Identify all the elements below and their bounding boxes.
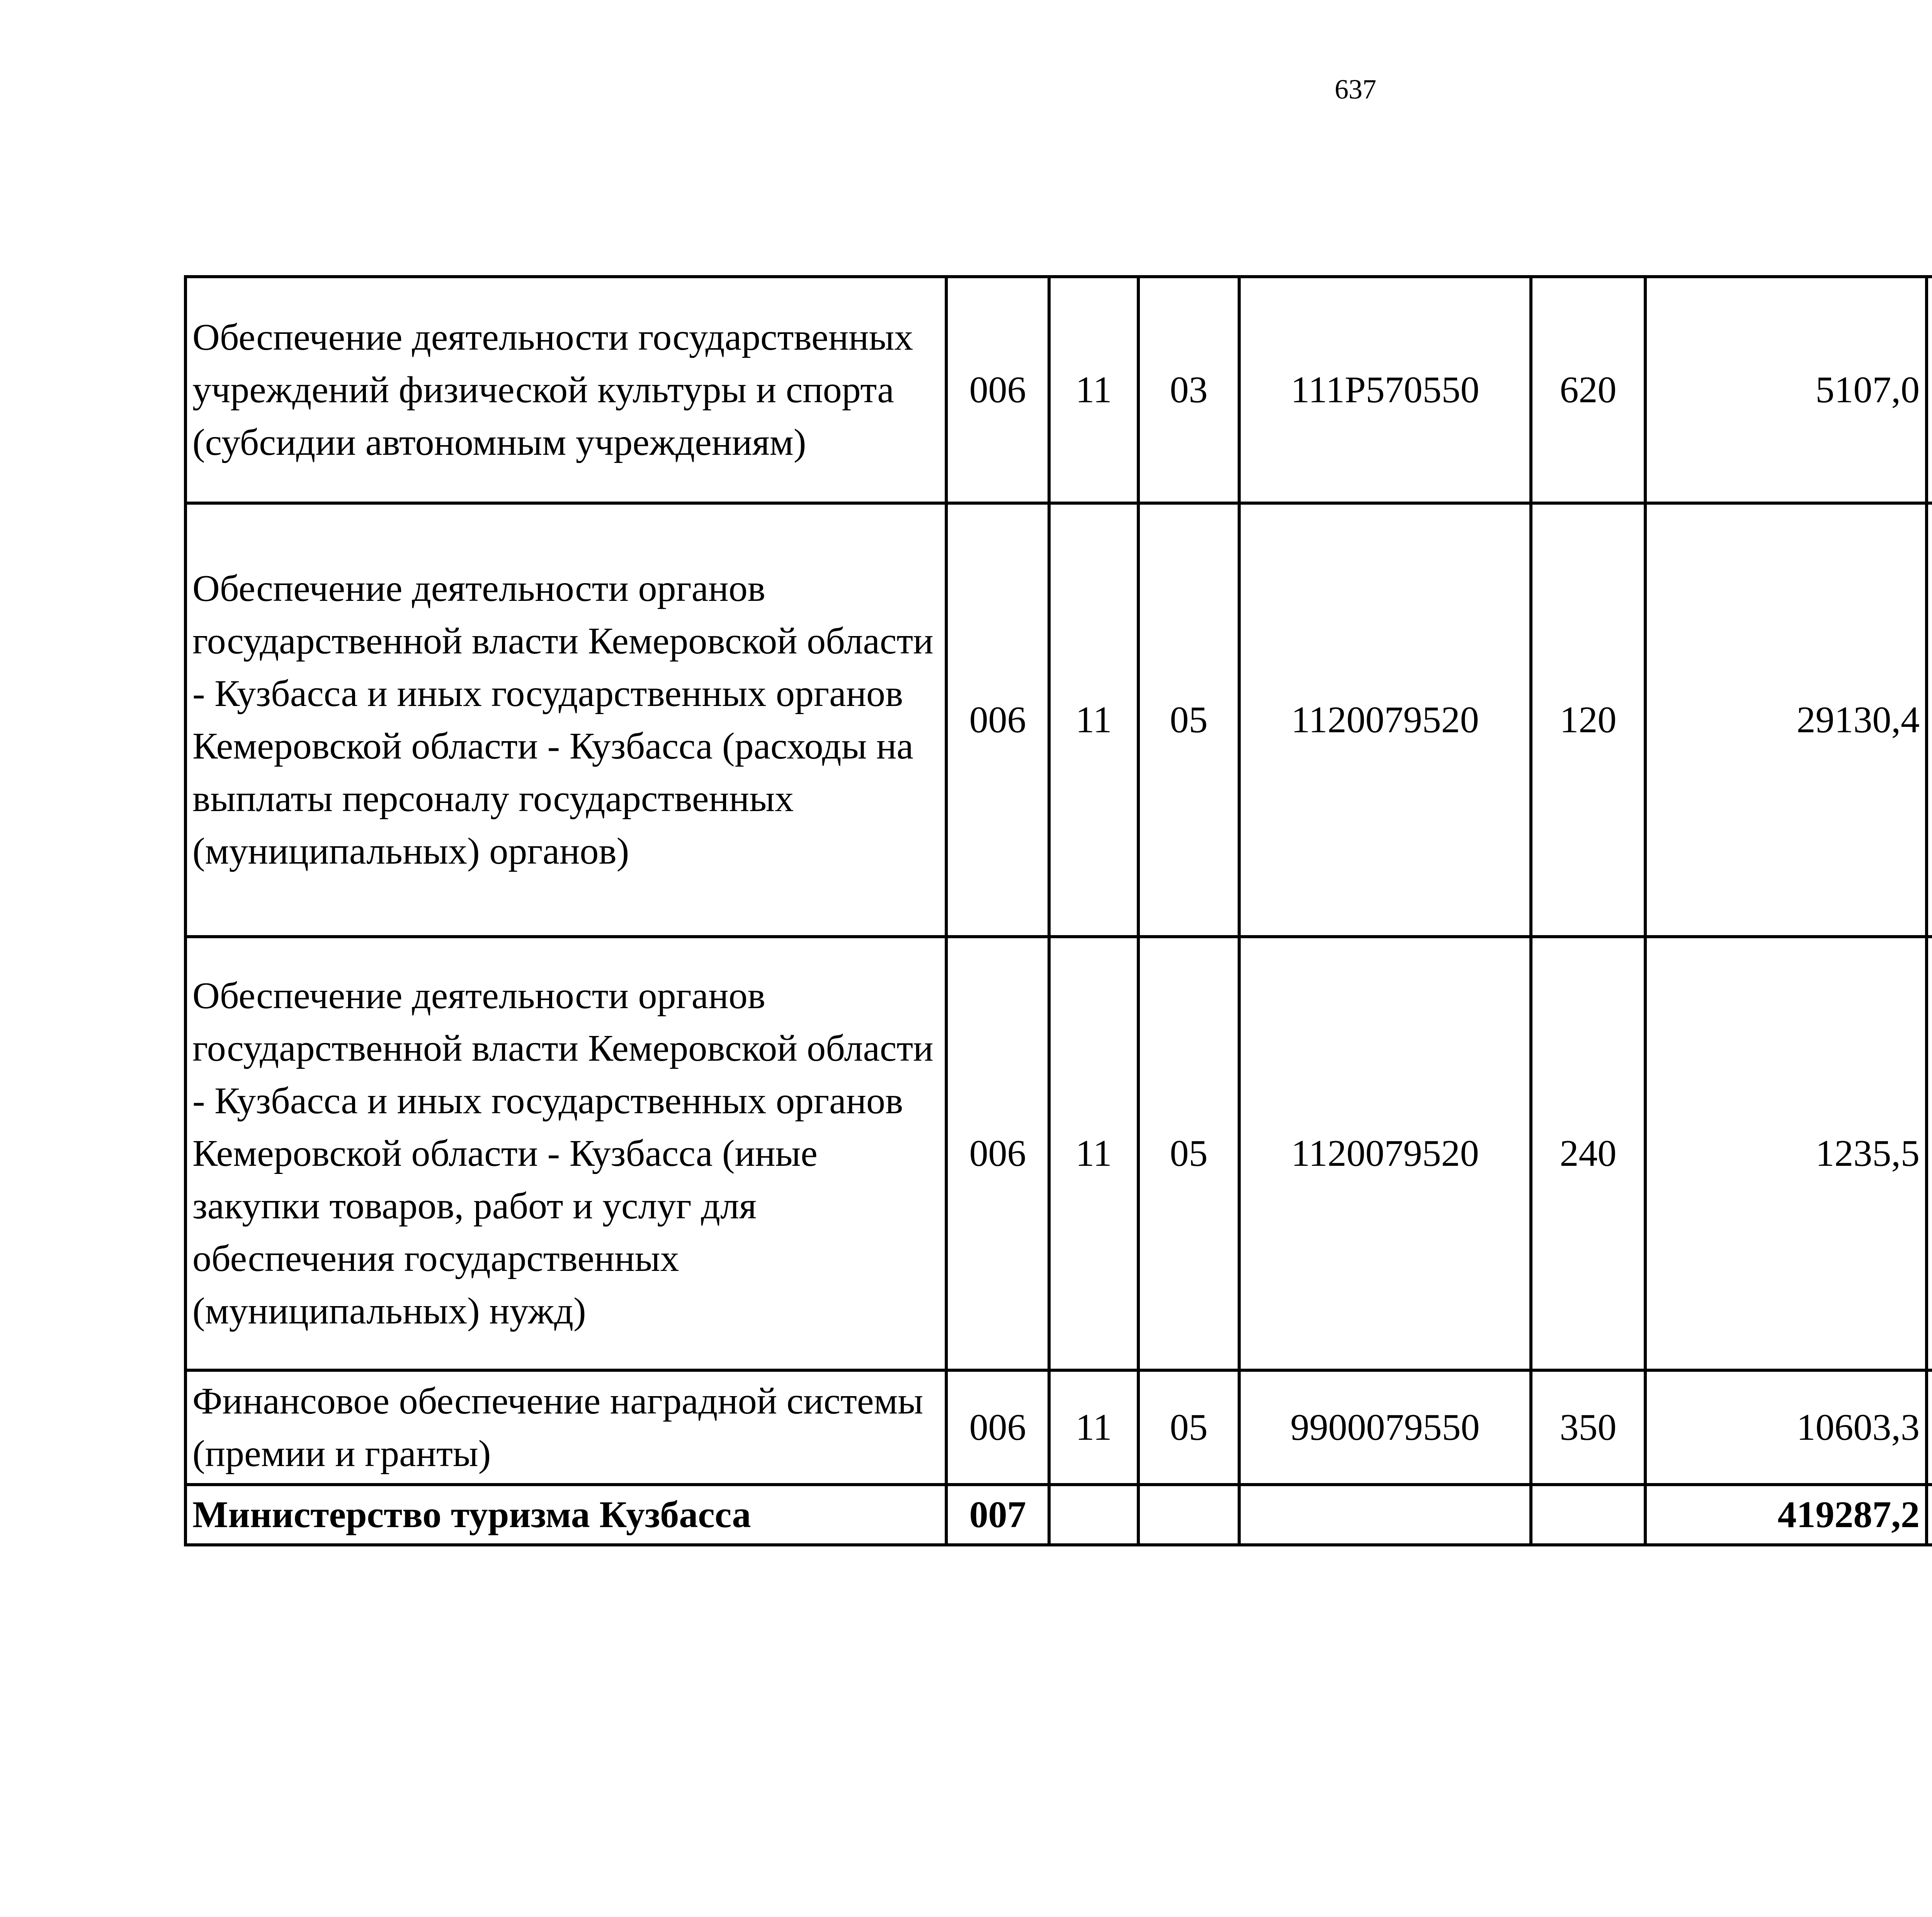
- subsection-code: 05: [1138, 503, 1239, 937]
- amount-2: [1927, 1370, 1932, 1485]
- total-row: [185, 1485, 1932, 1545]
- section-code: 11: [1049, 1370, 1138, 1485]
- expense-type-code: 350: [1531, 1370, 1645, 1485]
- target-article-code: 111Р570550: [1239, 277, 1531, 503]
- table-row: [185, 503, 1932, 937]
- row-description: Финансовое обеспечение наградной системы (премии и гранты): [185, 1370, 946, 1485]
- ministry-code: 006: [946, 937, 1049, 1370]
- total-expense-type-code: [1531, 1485, 1645, 1545]
- total-section-code: [1049, 1485, 1138, 1545]
- target-article-code: 1120079520: [1239, 937, 1531, 1370]
- subsection-code: 05: [1138, 937, 1239, 1370]
- table-row: [185, 937, 1932, 1370]
- amount-1: 1235,5: [1645, 937, 1927, 1370]
- total-amount-2: [1927, 1485, 1932, 1545]
- target-article-code: 1120079520: [1239, 503, 1531, 937]
- table-row: [185, 1370, 1932, 1485]
- target-article-code: 9900079550: [1239, 1370, 1531, 1485]
- total-description: Министерство туризма Кузбасса: [185, 1485, 946, 1545]
- total-amount-1: 419287,2: [1645, 1485, 1927, 1545]
- section-code: 11: [1049, 937, 1138, 1370]
- row-description: Обеспечение деятельности органов государственной власти Кемеровской области - Кузбасса и иных государственных органов Кемеровской области - Кузбасса (расходы на выплаты персоналу государственных (муниципальных) органов): [185, 503, 946, 937]
- amount-2: [1927, 503, 1932, 937]
- amount-1: 10603,3: [1645, 1370, 1927, 1485]
- table-row: [185, 277, 1932, 503]
- amount-2: [1927, 277, 1932, 503]
- ministry-code: 006: [946, 503, 1049, 937]
- row-description: Обеспечение деятельности органов государственной власти Кемеровской области - Кузбасса и иных государственных органов Кемеровской области - Кузбасса (иные закупки товаров, работ и услуг для обеспечения государственных (муниципальных) нужд): [185, 937, 946, 1370]
- amount-2: [1927, 937, 1932, 1370]
- subsection-code: 05: [1138, 1370, 1239, 1485]
- expense-type-code: 120: [1531, 503, 1645, 937]
- total-target-article-code: [1239, 1485, 1531, 1545]
- section-code: 11: [1049, 503, 1138, 937]
- page-number: 637: [1335, 74, 1376, 105]
- subsection-code: 03: [1138, 277, 1239, 503]
- amount-1: 5107,0: [1645, 277, 1927, 503]
- row-description: Обеспечение деятельности государственных учреждений физической культуры и спорта (субсидии автономным учреждениям): [185, 277, 946, 503]
- ministry-code: 006: [946, 277, 1049, 503]
- ministry-code: 006: [946, 1370, 1049, 1485]
- expense-type-code: 620: [1531, 277, 1645, 503]
- total-ministry-code: 007: [946, 1485, 1049, 1545]
- expense-type-code: 240: [1531, 937, 1645, 1370]
- budget-table: [184, 275, 1932, 1546]
- section-code: 11: [1049, 277, 1138, 503]
- amount-1: 29130,4: [1645, 503, 1927, 937]
- total-subsection-code: [1138, 1485, 1239, 1545]
